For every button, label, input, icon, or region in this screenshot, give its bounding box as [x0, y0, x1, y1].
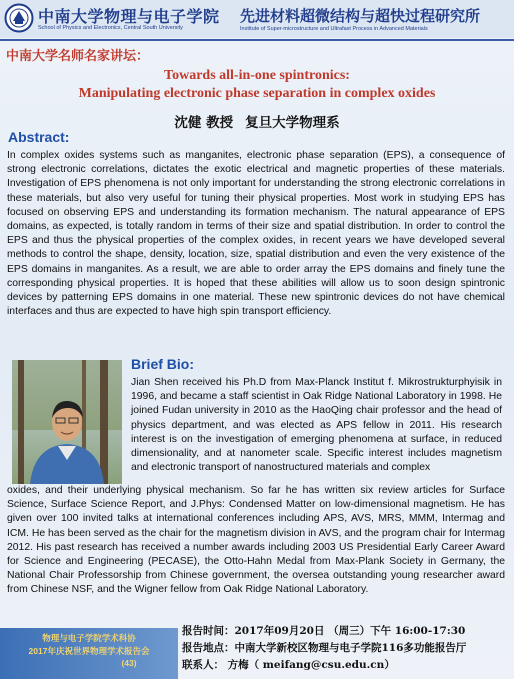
abstract-text: In complex oxides systems such as manganites, electronic phase separation (EPS), a consequence of strong electronic correlations, dictates the exotic electrical and magnetic properties of these materials. Investigation of EPS phenomena is not only important for understanding the strong electronic correlations in these materials, but also very useful for tuning their physical properties. Most work in studying EPS has focused on observing EPS and understanding its formation mechanism. The natural appearance of EPS domains, as expected, is totally random in terms of their size and spatial distribution. In order to control the EPS and thus the physical properties of the complex oxides, in recent years we have developed several methods to control the shape, density, location, size, spatial distribution and even the very existence of the EPS domains in manganites. As a result, we are able to order array the EPS domains and finely tune the corresponding physical properties. It is hoped that these abilities will allow us to soon design spintronic devices by patterning EPS domains in one material. These new spintronic devices do not have chemical interfaces and thus are expected to have high spin transport efficiency.	[7, 150, 505, 318]
header-divider	[0, 39, 514, 41]
bio-text-bottom: oxides, and their underlying physical mechanism. So far he has written six review articles for Surface Science, Surface Science Report, and J.Phys: Condensed Matter on low-dimensional magnetism. He has given over 100 invited talks at international conferences including APS, AVS, MRS, MMM, Intermag and ICM. He has been served as the chair for the magnetism division in AVS, and the program chair for Intermag 2012. His past research has received a number awards including 2003 US Presidential Early Career Award for Science and Engineering (PECASE), the Otto-Hahn Medal from Max-Plank Society in Germany, the National Chair Professorship from Chinese government, the oversea outstanding young researcher award from Chinese NSF, and the Wigner fellow from Oak Ridge National Laboratory.	[7, 485, 505, 596]
talk-contact: 联系人： 方梅（ meifang@csu.edu.cn）	[182, 659, 395, 671]
footer-organizer: 物理与电子学院学术科协	[42, 633, 136, 643]
speaker-affiliation: 复旦大学物理系	[245, 115, 340, 131]
talk-location: 报告地点：中南大学新校区物理与电子学院116多功能报告厅	[182, 642, 467, 654]
speaker-line	[0, 111, 514, 131]
institute-name-cn: 先进材料超微结构与超快过程研究所	[240, 7, 481, 25]
footer-event-number: (43)	[121, 658, 137, 668]
speaker-portrait-photo	[12, 360, 122, 484]
university-seal-icon	[4, 3, 34, 33]
institute-name-en: Institute of Super-microstructure and Ultrafast Process in Advanced Materials	[240, 26, 428, 32]
bio-heading: Brief Bio:	[131, 356, 194, 372]
university-name-en: School of Physics and Electronics, Central South University	[38, 25, 183, 31]
talk-time: 报告时间：2017年09月20日 （周三）下午 16:00-17:30	[182, 625, 466, 637]
talk-title-line1: Towards all-in-one spintronics:	[164, 68, 350, 83]
university-name-cn: 中南大学物理与电子学院	[38, 7, 220, 26]
speaker-name: 沈健 教授	[174, 115, 234, 131]
bio-text-top: Jian Shen received his Ph.D from Max-Planck Institut f. Mikrostrukturphyisik in 1996, and became a staff scientist in Oak Ridge National Laboratory in 1998. He joined Fudan university in 2010 as the HaoQing chair professor and the head of physics department, and was elected as APS fellow in 2011. His research interest is on the investigation of emerging phenomena at surface, in reduced dimensionality, and at nanometer scale. Specific interest includes magnetism and electronic transport of nanostructured materials and complex	[131, 377, 502, 474]
abstract-heading: Abstract:	[8, 129, 70, 145]
header-banner	[0, 0, 514, 38]
footer-event-name: 2017年庆祝世界物理学术报告会	[28, 646, 150, 656]
talk-title-line2: Manipulating electronic phase separation in complex oxides	[78, 86, 436, 101]
lecture-series-label: 中南大学名师名家讲坛：	[6, 49, 150, 64]
